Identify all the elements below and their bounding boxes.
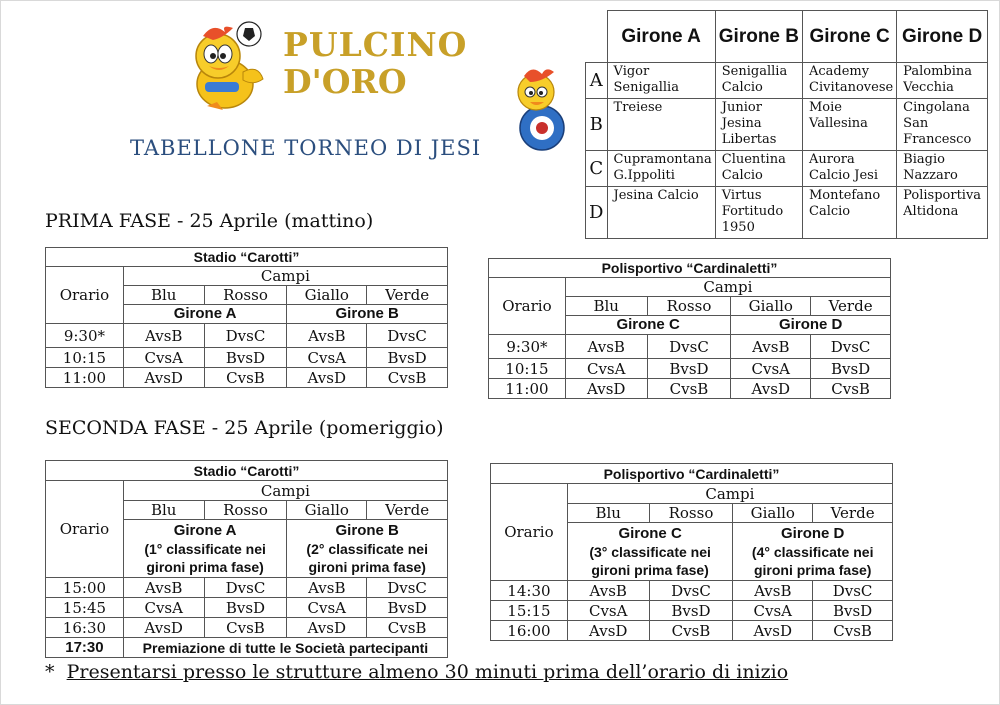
table-row — [46, 598, 448, 618]
team-cell: Moie Vallesina — [803, 99, 897, 151]
field-rosso: Rosso — [647, 297, 731, 316]
phase1-carotti-table — [45, 247, 448, 388]
match-cell: CvsA — [123, 598, 204, 618]
group-label: Girone B — [287, 305, 448, 324]
phase1-cardinaletti-table — [488, 258, 891, 399]
team-cell: Vigor Senigallia — [607, 63, 715, 99]
match-cell: CvsA — [287, 348, 367, 368]
orario-label: Orario — [46, 267, 124, 324]
match-cell: DvsC — [204, 578, 287, 598]
time-cell: 15:00 — [46, 578, 124, 598]
time-cell: 11:00 — [489, 379, 566, 399]
time-cell: 16:00 — [491, 621, 568, 641]
field-verde: Verde — [813, 504, 893, 523]
field-verde: Verde — [367, 501, 448, 520]
match-cell: AvsB — [733, 581, 813, 601]
footnote — [45, 661, 788, 683]
match-cell: AvsD — [287, 368, 367, 388]
match-cell: CvsA — [731, 359, 811, 379]
match-cell: BvsD — [367, 348, 448, 368]
match-cell: BvsD — [811, 359, 891, 379]
match-cell: CvsA — [567, 601, 649, 621]
group-note: gironi prima fase) — [146, 558, 264, 575]
field-rosso: Rosso — [204, 501, 287, 520]
campi-label: Campi — [565, 278, 890, 297]
group-note: (3° classificate nei — [589, 543, 711, 560]
table-row — [46, 638, 448, 658]
match-cell: AvsB — [565, 335, 647, 359]
group-name: Girone A — [173, 521, 237, 539]
match-cell: AvsB — [731, 335, 811, 359]
match-cell: CvsA — [565, 359, 647, 379]
match-cell: CvsB — [204, 618, 287, 638]
group-note: gironi prima fase) — [591, 561, 709, 578]
match-cell: AvsD — [567, 621, 649, 641]
groups-table — [585, 10, 988, 239]
match-cell: CvsB — [649, 621, 733, 641]
field-giallo: Giallo — [287, 286, 367, 305]
team-cell: Academy Civitanovese — [803, 63, 897, 99]
team-cell: Virtus Fortitudo 1950 — [715, 187, 802, 239]
table-row — [586, 151, 988, 187]
chick-badge-icon — [502, 62, 580, 154]
time-cell: 11:00 — [46, 368, 124, 388]
table-row — [491, 601, 893, 621]
match-cell: CvsA — [733, 601, 813, 621]
match-cell: CvsB — [204, 368, 287, 388]
team-cell: Montefano Calcio — [803, 187, 897, 239]
match-cell: BvsD — [204, 348, 287, 368]
time-cell: 16:30 — [46, 618, 124, 638]
table-row — [489, 359, 891, 379]
phase2-carotti-table — [45, 460, 448, 658]
group-label — [123, 520, 287, 578]
field-blu: Blu — [565, 297, 647, 316]
match-cell: CvsB — [367, 368, 448, 388]
table-row — [46, 324, 448, 348]
table-row — [489, 379, 891, 399]
table-row — [46, 578, 448, 598]
match-cell: AvsD — [565, 379, 647, 399]
stadium-title: Polisportivo “Cardinaletti” — [489, 259, 891, 278]
match-cell: AvsB — [567, 581, 649, 601]
team-cell: Polisportiva Altidona — [897, 187, 988, 239]
match-cell: CvsA — [123, 348, 204, 368]
group-label: Girone A — [123, 305, 287, 324]
field-giallo: Giallo — [287, 501, 367, 520]
time-cell: 10:15 — [46, 348, 124, 368]
mascot-badge — [502, 62, 580, 154]
group-header-b: Girone B — [715, 11, 802, 63]
time-cell: 9:30* — [46, 324, 124, 348]
group-label: Girone C — [565, 316, 731, 335]
time-cell: 15:15 — [491, 601, 568, 621]
campi-label: Campi — [123, 481, 447, 501]
footnote-text: Presentarsi presso le strutture almeno 30 minuti prima dell’orario di inizio — [66, 661, 789, 683]
table-row — [46, 368, 448, 388]
group-header-d: Girone D — [897, 11, 988, 63]
match-cell: CvsB — [367, 618, 448, 638]
match-cell: DvsC — [367, 578, 448, 598]
match-cell: AvsD — [123, 368, 204, 388]
row-label: C — [586, 151, 608, 187]
match-cell: DvsC — [204, 324, 287, 348]
team-cell: Senigallia Calcio — [715, 63, 802, 99]
campi-label: Campi — [123, 267, 447, 286]
time-cell: 9:30* — [489, 335, 566, 359]
match-cell: CvsB — [647, 379, 731, 399]
table-row — [491, 621, 893, 641]
match-cell: AvsD — [731, 379, 811, 399]
row-label: A — [586, 63, 608, 99]
match-cell: DvsC — [367, 324, 448, 348]
table-row — [586, 187, 988, 239]
phase2-title: SECONDA FASE - 25 Aprile (pomeriggio) — [45, 417, 444, 439]
row-label: D — [586, 187, 608, 239]
field-giallo: Giallo — [733, 504, 813, 523]
group-header-a: Girone A — [607, 11, 715, 63]
field-rosso: Rosso — [204, 286, 287, 305]
match-cell: CvsB — [811, 379, 891, 399]
table-row — [586, 99, 988, 151]
group-name: Girone C — [618, 524, 682, 542]
team-cell: Aurora Calcio Jesi — [803, 151, 897, 187]
team-cell: Junior Jesina Libertas — [715, 99, 802, 151]
group-label: Girone D — [731, 316, 891, 335]
team-cell: Biagio Nazzaro — [897, 151, 988, 187]
field-verde: Verde — [811, 297, 891, 316]
table-row — [491, 581, 893, 601]
match-cell: AvsD — [733, 621, 813, 641]
group-label — [287, 520, 448, 578]
team-cell: Jesina Calcio — [607, 187, 715, 239]
phase2-cardinaletti-table — [490, 463, 893, 641]
match-cell: AvsB — [123, 578, 204, 598]
phase1-title: PRIMA FASE - 25 Aprile (mattino) — [45, 210, 374, 232]
field-giallo: Giallo — [731, 297, 811, 316]
match-cell: DvsC — [649, 581, 733, 601]
field-blu: Blu — [123, 501, 204, 520]
table-row — [586, 63, 988, 99]
team-cell: Treiese — [607, 99, 715, 151]
match-cell: BvsD — [647, 359, 731, 379]
group-label — [567, 523, 733, 581]
field-verde: Verde — [367, 286, 448, 305]
team-cell: Cluentina Calcio — [715, 151, 802, 187]
match-cell: BvsD — [367, 598, 448, 618]
group-note: gironi prima fase) — [753, 561, 872, 578]
match-cell: BvsD — [649, 601, 733, 621]
match-cell: DvsC — [647, 335, 731, 359]
award-ceremony-cell: Premiazione di tutte le Società partecipanti — [123, 638, 447, 658]
field-rosso: Rosso — [649, 504, 733, 523]
table-row — [46, 348, 448, 368]
table-row — [46, 618, 448, 638]
orario-label: Orario — [491, 484, 568, 581]
group-note: gironi prima fase) — [308, 558, 426, 575]
page-title: TABELLONE TORNEO DI JESI — [130, 136, 482, 160]
team-cell: Palombina Vecchia — [897, 63, 988, 99]
field-blu: Blu — [123, 286, 204, 305]
group-note: (4° classificate nei — [751, 543, 874, 560]
group-note: (1° classificate nei — [144, 540, 266, 557]
field-blu: Blu — [567, 504, 649, 523]
group-header-c: Girone C — [803, 11, 897, 63]
match-cell: BvsD — [204, 598, 287, 618]
match-cell: DvsC — [811, 335, 891, 359]
match-cell: CvsA — [287, 598, 367, 618]
match-cell: AvsD — [287, 618, 367, 638]
group-label — [733, 523, 893, 581]
match-cell: BvsD — [813, 601, 893, 621]
match-cell: CvsB — [813, 621, 893, 641]
stadium-title: Stadio “Carotti” — [46, 461, 448, 481]
group-note: (2° classificate nei — [306, 540, 428, 557]
team-cell: Cingolana San Francesco — [897, 99, 988, 151]
table-row — [489, 335, 891, 359]
orario-label: Orario — [489, 278, 566, 335]
row-label: B — [586, 99, 608, 151]
group-name: Girone B — [335, 521, 399, 539]
campi-label: Campi — [567, 484, 892, 504]
stadium-title: Polisportivo “Cardinaletti” — [491, 464, 893, 484]
match-cell: AvsB — [287, 578, 367, 598]
match-cell: AvsB — [123, 324, 204, 348]
chick-mascot-icon — [183, 14, 283, 114]
match-cell: DvsC — [813, 581, 893, 601]
logo-wordmark — [283, 25, 468, 101]
stadium-title: Stadio “Carotti” — [46, 248, 448, 267]
footnote-star: * — [45, 661, 55, 683]
logo-line2: D'ORO — [283, 62, 407, 101]
time-cell: 14:30 — [491, 581, 568, 601]
match-cell: AvsB — [287, 324, 367, 348]
time-cell: 10:15 — [489, 359, 566, 379]
orario-label: Orario — [46, 481, 124, 578]
logo-line1: PULCINO — [283, 25, 468, 64]
team-cell: Cupramontana G.Ippoliti — [607, 151, 715, 187]
groups-corner — [586, 11, 608, 63]
time-cell: 17:30 — [46, 638, 124, 658]
group-name: Girone D — [781, 524, 845, 542]
time-cell: 15:45 — [46, 598, 124, 618]
match-cell: AvsD — [123, 618, 204, 638]
